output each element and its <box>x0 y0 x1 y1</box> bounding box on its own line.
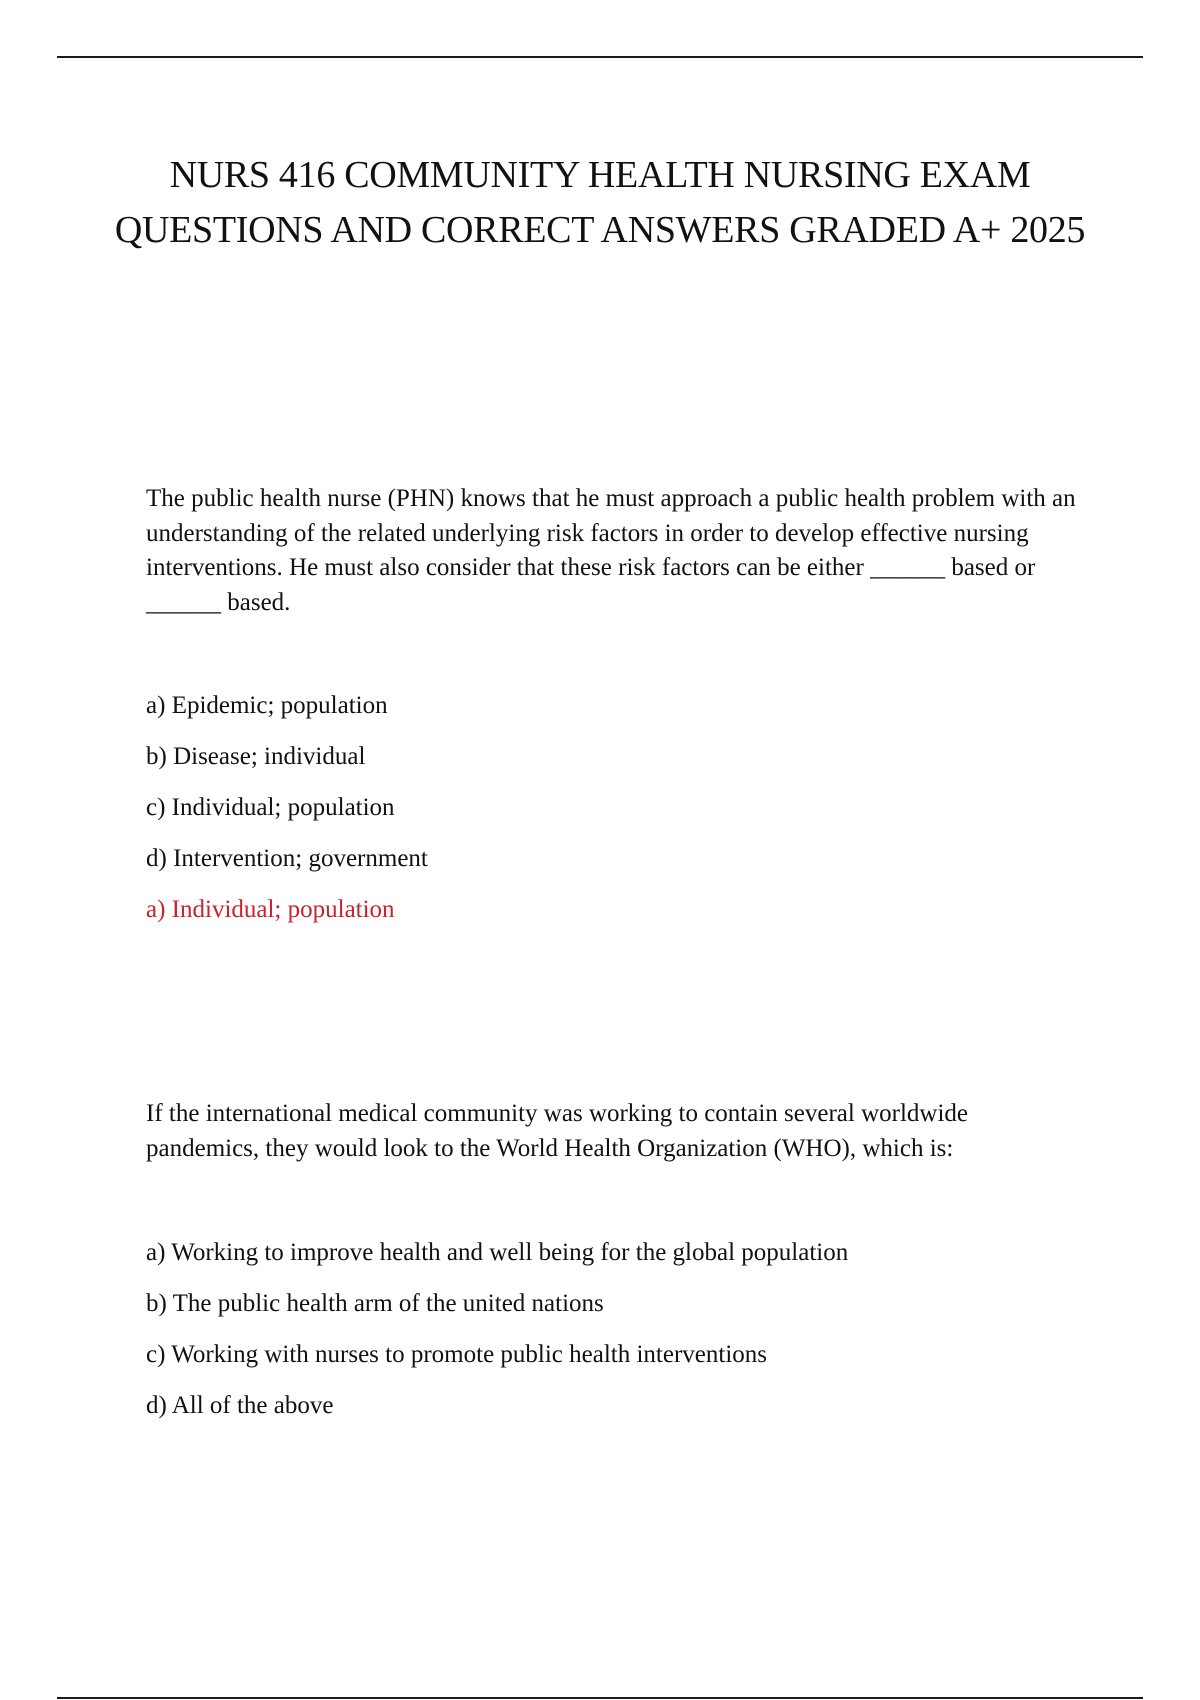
top-rule <box>57 56 1143 58</box>
question-1-option-b: b) Disease; individual <box>146 743 366 770</box>
document-title: NURS 416 COMMUNITY HEALTH NURSING EXAM QUESTIONS AND CORRECT ANSWERS GRADED A+ 2025 <box>114 154 1086 251</box>
question-1-text: The public health nurse (PHN) knows that he must approach a public health problem with an understanding of the related underlying risk factors in order to develop effective nursing interventions. He must also consider that these risk factors can be either ______ based or ______ based. <box>146 485 1076 616</box>
question-2-options <box>146 1236 1086 1440</box>
question-1-option-d: d) Intervention; government <box>146 845 428 872</box>
question-2-option-b: b) The public health arm of the united nations <box>146 1290 604 1317</box>
question-2-option-d: d) All of the above <box>146 1392 334 1419</box>
question-2-option-c: c) Working with nurses to promote public health interventions <box>146 1341 768 1368</box>
question-1-option-c: c) Individual; population <box>146 794 395 821</box>
question-2-text: If the international medical community was working to contain several worldwide pandemics, they would look to the World Health Organization (WHO), which is: <box>146 1100 968 1162</box>
question-1-option-a: a) Epidemic; population <box>146 692 388 719</box>
bottom-rule <box>57 1697 1143 1699</box>
question-1-answer: a) Individual; population <box>146 896 395 923</box>
question-1-options <box>146 689 1086 893</box>
question-2-option-a: a) Working to improve health and well being for the global population <box>146 1239 849 1266</box>
